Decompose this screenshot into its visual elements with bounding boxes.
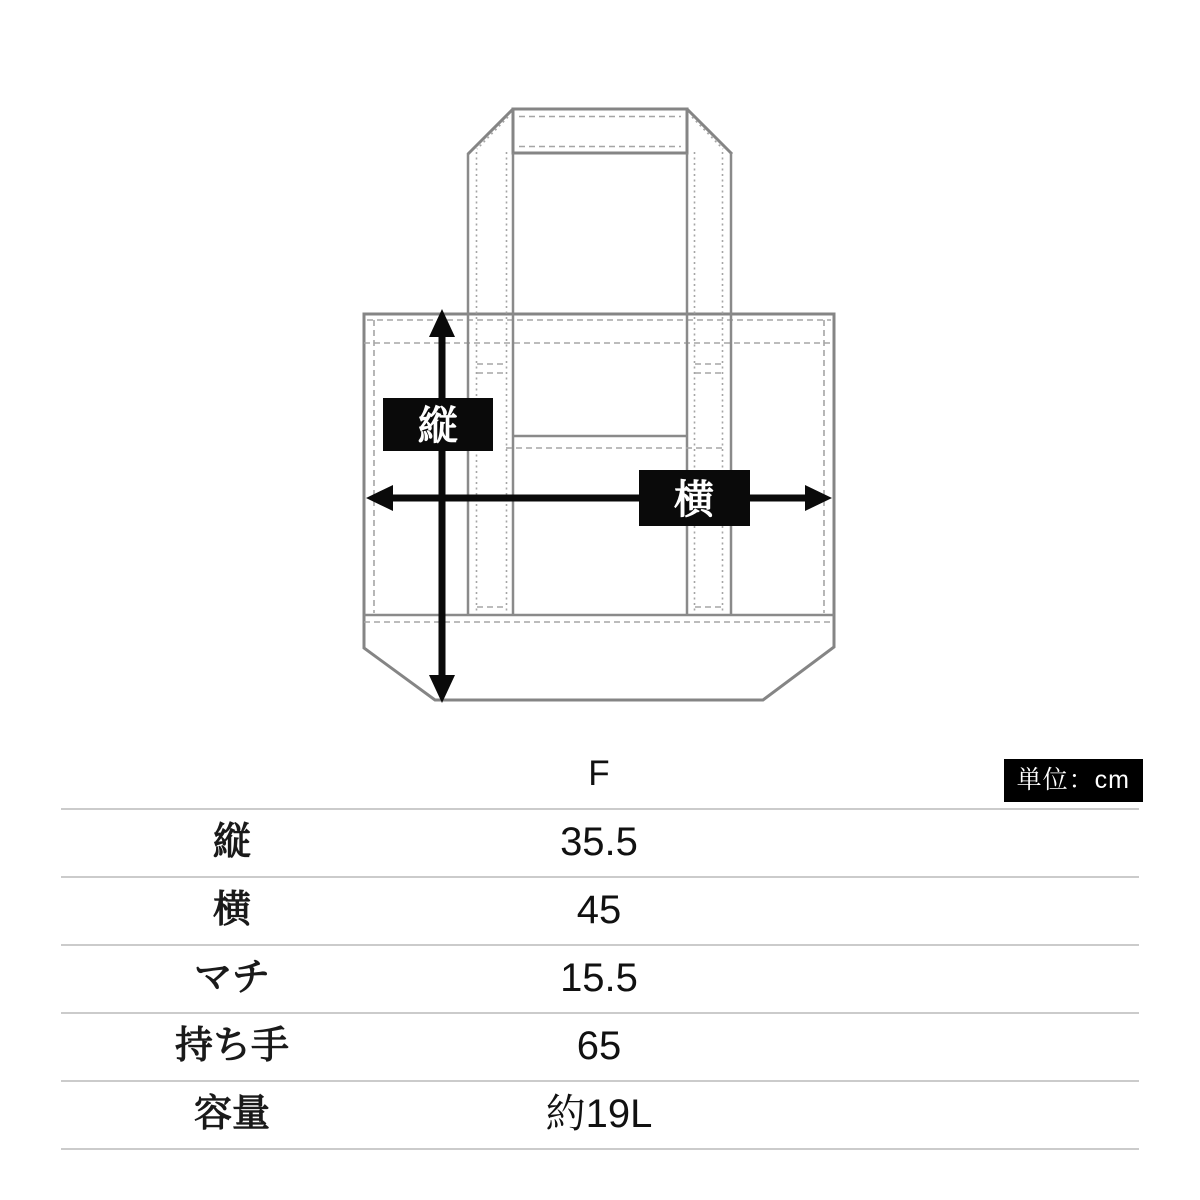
dimension-value-cell: 15.5	[560, 956, 638, 1000]
size-table-header	[61, 740, 1139, 808]
size-table-row	[61, 1080, 1139, 1148]
unit-badge: 単位：cm	[1004, 759, 1143, 802]
size-table-row	[61, 944, 1139, 1012]
size-table-row	[61, 876, 1139, 944]
dimension-name-cell: マチ	[193, 957, 270, 999]
vertical-dimension-label: 縦	[418, 404, 458, 448]
handle-right-diagonal	[687, 109, 732, 154]
dimension-name-cell: 容量	[193, 1093, 270, 1135]
size-column-header: F	[588, 754, 610, 793]
dimension-name-cell: 横	[212, 889, 251, 931]
handle-right-diagonal-stitch	[692, 117, 723, 149]
size-table-row	[61, 808, 1139, 876]
dimension-name-cell: 持ち手	[174, 1025, 289, 1067]
dimension-name-cell: 縦	[212, 821, 251, 863]
dimension-value-cell: 35.5	[560, 820, 638, 864]
handle-left-diagonal-stitch	[477, 117, 508, 149]
dimension-value-cell: 約19L	[545, 1092, 653, 1136]
horizontal-dimension-label: 横	[674, 478, 714, 522]
dimension-value-cell: 45	[576, 888, 622, 932]
size-table	[61, 740, 1139, 1150]
dimension-value-cell: 65	[576, 1024, 622, 1068]
bag-body-outline	[364, 314, 834, 700]
size-table-row	[61, 1012, 1139, 1080]
handle-left-diagonal	[468, 109, 513, 154]
size-table-rows	[61, 808, 1139, 1150]
